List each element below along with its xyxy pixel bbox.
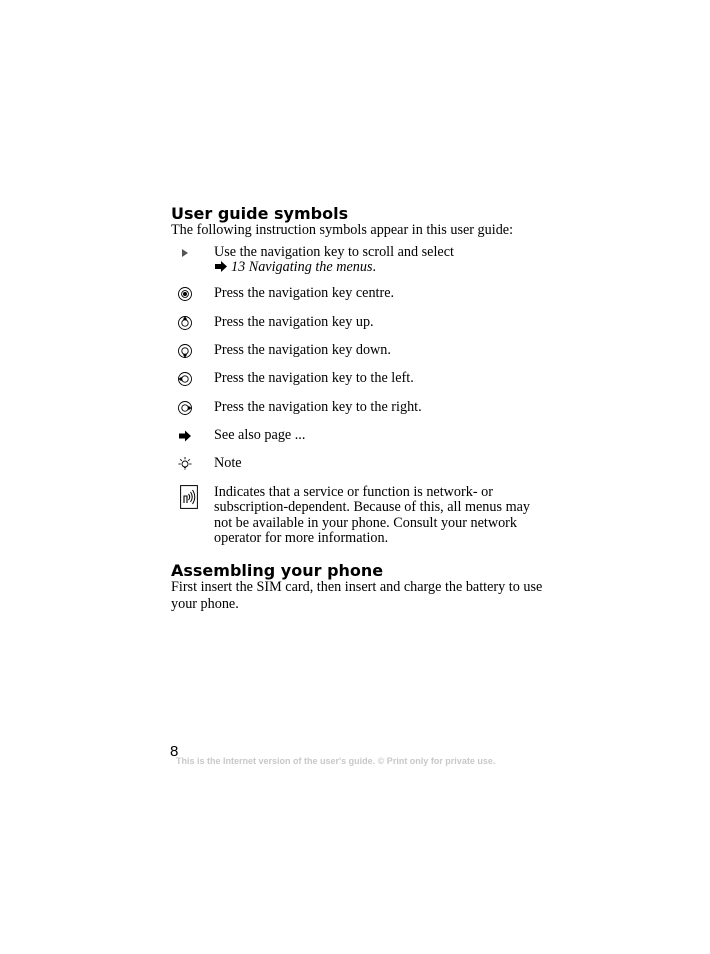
section-heading-user-guide-symbols: User guide symbols [171, 204, 349, 223]
footer-disclaimer: This is the Internet version of the user's guide. © Print only for private use. [176, 756, 496, 766]
symbol-description: Note [214, 455, 242, 471]
cross-reference-suffix: . [372, 259, 377, 276]
assembling-body-text: First insert the SIM card, then insert and charge the battery to use your phone. [171, 579, 543, 612]
nav-key-up-icon [177, 315, 193, 331]
lightbulb-note-icon [177, 456, 193, 472]
cross-reference-link[interactable]: 13 Navigating the menus [231, 259, 373, 276]
symbol-description: Press the navigation key centre. [214, 285, 395, 301]
section-heading-assembling-your-phone: Assembling your phone [171, 561, 384, 580]
nav-key-down-icon [177, 343, 193, 359]
play-triangle-icon [177, 245, 193, 261]
nav-key-left-icon [177, 371, 193, 387]
nav-key-right-icon [177, 400, 193, 416]
symbol-description: Indicates that a service or function is network- or subscription-dependent. Because of this, all menus may not be available in your phone. Consult your network operator for more information. [214, 484, 530, 546]
page-number: 8 [170, 743, 179, 760]
symbol-description: See also page ... [214, 427, 306, 443]
symbol-description: Press the navigation key up. [214, 314, 374, 330]
see-also-arrow-icon [177, 428, 193, 444]
see-also-arrow-icon [214, 261, 228, 272]
symbol-description: Press the navigation key down. [214, 342, 391, 358]
symbol-description-text: Use the navigation key to scroll and select [214, 244, 454, 260]
nav-key-centre-icon [177, 286, 193, 302]
symbol-description: Press the navigation key to the left. [214, 370, 414, 386]
symbol-description [214, 245, 544, 276]
network-service-icon [180, 485, 198, 509]
symbols-intro-text: The following instruction symbols appear in this user guide: [171, 222, 514, 238]
symbol-description: Press the navigation key to the right. [214, 399, 422, 415]
